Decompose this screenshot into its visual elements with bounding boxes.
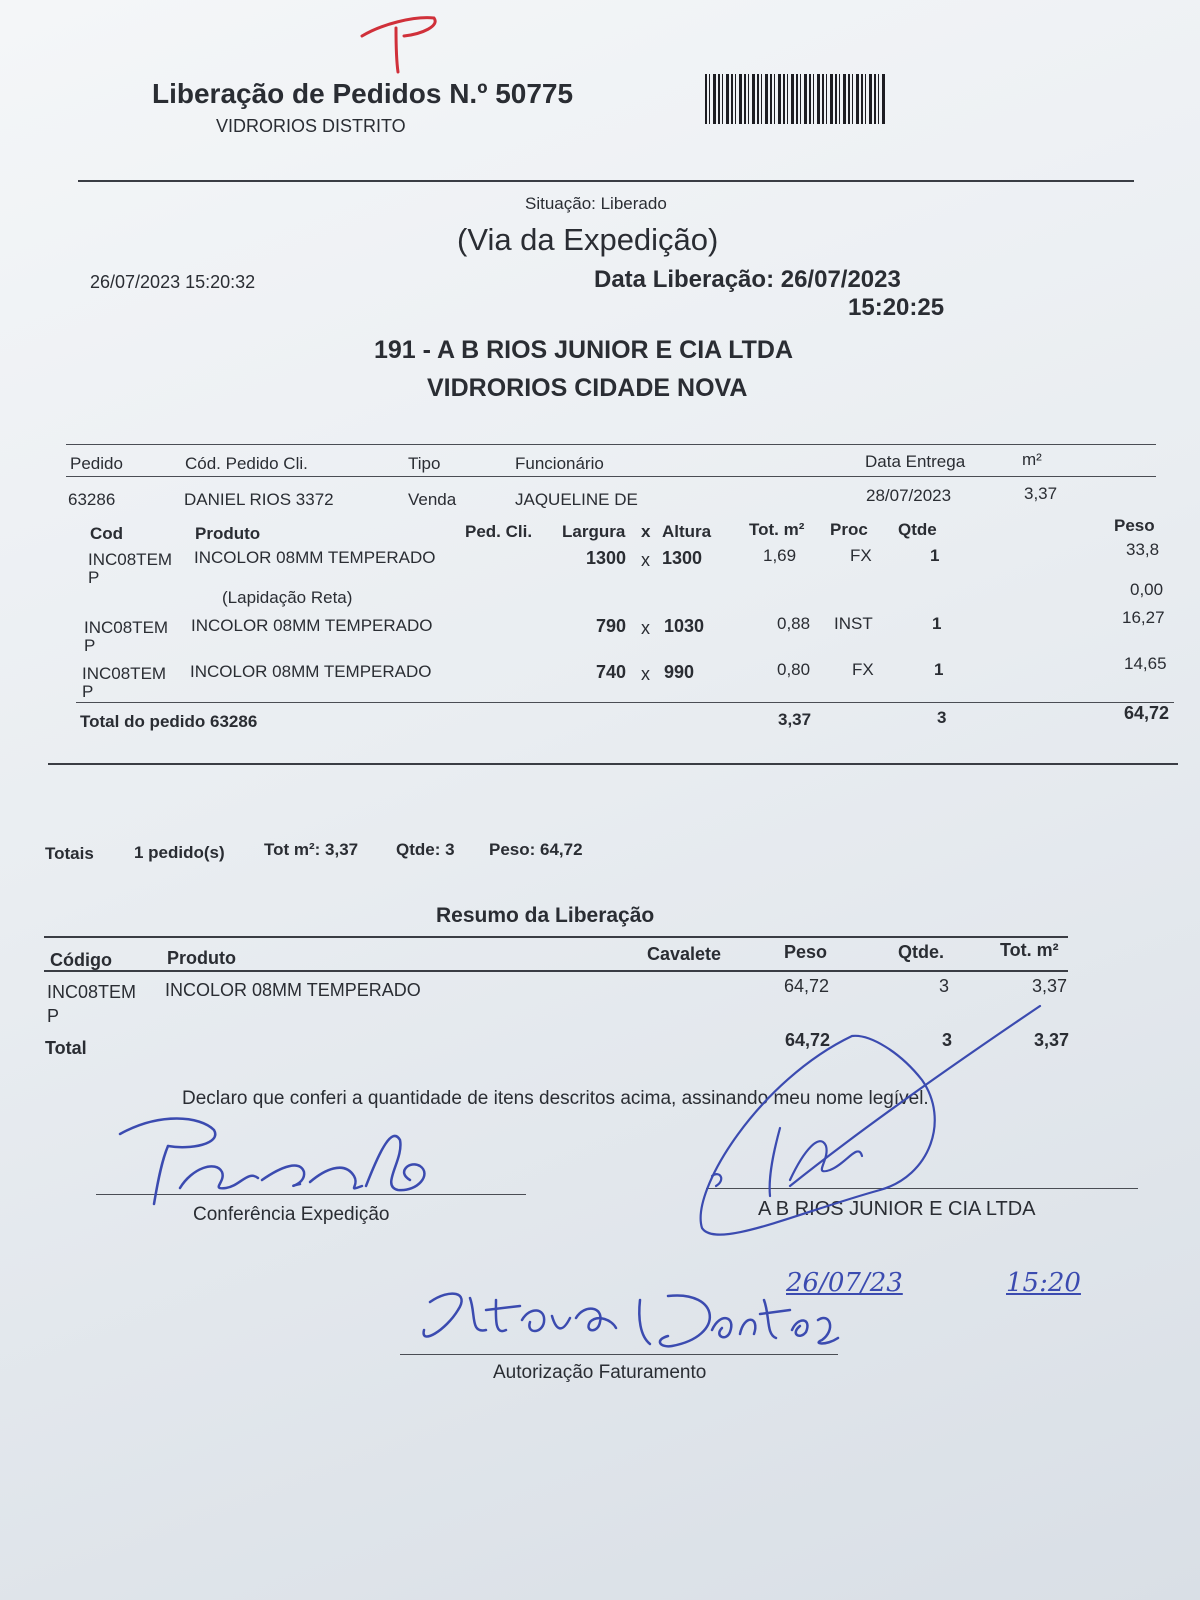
item-2-qtde: 1 bbox=[932, 614, 942, 633]
item-header-produto: Produto bbox=[195, 524, 261, 543]
item-1-qtde: 1 bbox=[930, 546, 940, 565]
item-1-produto: INCOLOR 08MM TEMPERADO bbox=[194, 548, 436, 567]
col-header-pedido: Pedido bbox=[70, 454, 123, 473]
totais-tot-m2: Tot m²: 3,37 bbox=[264, 840, 359, 859]
col-header-m2: m² bbox=[1022, 450, 1042, 469]
item-header-altura: Altura bbox=[662, 522, 712, 541]
item-2-proc: INST bbox=[834, 614, 873, 633]
via-text: (Via da Expedição) bbox=[457, 222, 719, 257]
client-store: VIDRORIOS CIDADE NOVA bbox=[427, 374, 748, 402]
header-divider bbox=[78, 180, 1134, 182]
autorizacao-signature bbox=[424, 1294, 838, 1347]
resumo-row-cod: INC08TEM bbox=[47, 982, 137, 1002]
item-3-x: x bbox=[641, 664, 650, 684]
client-name: 191 - A B RIOS JUNIOR E CIA LTDA bbox=[374, 336, 794, 364]
resumo-row-cod-suffix: P bbox=[47, 1006, 60, 1026]
resumo-total-tot-m2: 3,37 bbox=[1034, 1030, 1070, 1050]
item-3-cod-suffix: P bbox=[82, 682, 94, 701]
item-2-peso: 16,27 bbox=[1122, 608, 1165, 627]
item-1-cod: INC08TEM bbox=[88, 550, 173, 569]
resumo-header-tot-m2: Tot. m² bbox=[1000, 940, 1059, 960]
totais-pedidos: 1 pedido(s) bbox=[134, 843, 225, 862]
item-2-altura: 1030 bbox=[664, 616, 705, 636]
item-1-cod-suffix: P bbox=[88, 568, 100, 587]
item-1-x: x bbox=[641, 550, 650, 570]
handwritten-p-mark bbox=[352, 6, 442, 76]
col-header-data-entrega: Data Entrega bbox=[865, 452, 966, 471]
order-funcionario: JAQUELINE DE bbox=[515, 490, 638, 509]
data-liberacao: Data Liberação: 26/07/2023 bbox=[594, 266, 901, 293]
item-1-tot-m2: 1,69 bbox=[763, 546, 797, 565]
order-section-bottom-line bbox=[48, 763, 1178, 765]
col-header-cod-pedido-cli: Cód. Pedido Cli. bbox=[185, 454, 308, 473]
document-title: Liberação de Pedidos N.º 50775 bbox=[152, 78, 574, 109]
resumo-row-produto: INCOLOR 08MM TEMPERADO bbox=[165, 980, 421, 1000]
declaration-text: Declaro que conferi a quantidade de itens descritos acima, assinando meu nome legível. bbox=[182, 1088, 929, 1109]
resumo-top-line bbox=[44, 936, 1068, 938]
resumo-header-peso: Peso bbox=[784, 942, 828, 962]
item-3-peso: 14,65 bbox=[1124, 654, 1167, 673]
barcode bbox=[705, 74, 887, 124]
item-3-proc: FX bbox=[852, 660, 874, 679]
resumo-title: Resumo da Liberação bbox=[436, 904, 655, 927]
branch-name: VIDRORIOS DISTRITO bbox=[216, 116, 406, 136]
order-cod-pedido-cli: DANIEL RIOS 3372 bbox=[184, 490, 334, 509]
client-signature-line bbox=[706, 1188, 1138, 1189]
order-total-divider bbox=[76, 702, 1174, 703]
item-header-ped-cli: Ped. Cli. bbox=[465, 522, 533, 541]
item-2-x: x bbox=[641, 618, 650, 638]
resumo-header-qtde: Qtde. bbox=[898, 942, 945, 962]
order-total-qtde: 3 bbox=[937, 708, 947, 727]
order-m2: 3,37 bbox=[1024, 484, 1058, 503]
resumo-row-qtde: 3 bbox=[939, 976, 950, 996]
order-total-peso: 64,72 bbox=[1124, 703, 1170, 723]
item-3-altura: 990 bbox=[664, 662, 695, 682]
item-header-x: x bbox=[641, 522, 651, 541]
resumo-total-qtde: 3 bbox=[942, 1030, 953, 1050]
item-header-peso: Peso bbox=[1114, 516, 1155, 535]
item-3-produto: INCOLOR 08MM TEMPERADO bbox=[190, 662, 432, 681]
autorizacao-label: Autorização Faturamento bbox=[493, 1362, 707, 1383]
autorizacao-signature-line bbox=[400, 1354, 838, 1355]
item-header-qtde: Qtde bbox=[898, 520, 937, 539]
client-signature-label: A B RIOS JUNIOR E CIA LTDA bbox=[758, 1198, 1036, 1220]
col-header-funcionario: Funcionário bbox=[515, 454, 604, 473]
totais-qtde: Qtde: 3 bbox=[396, 840, 455, 859]
item-3-cod: INC08TEM bbox=[82, 664, 167, 683]
item-1-largura: 1300 bbox=[586, 548, 627, 568]
item-3-largura: 740 bbox=[596, 662, 627, 682]
conferencia-label: Conferência Expedição bbox=[193, 1204, 390, 1225]
order-total-tot-m2: 3,37 bbox=[778, 710, 812, 729]
resumo-header-divider bbox=[44, 970, 1068, 972]
item-note-lapidacao: (Lapidação Reta) bbox=[222, 588, 353, 607]
handwritten-time: 15:20 bbox=[1006, 1268, 1081, 1298]
item-1-proc: FX bbox=[850, 546, 872, 565]
col-header-tipo: Tipo bbox=[408, 454, 441, 473]
situacao-text: Situação: Liberado bbox=[525, 194, 667, 213]
order-header-divider bbox=[66, 476, 1156, 477]
resumo-row-tot-m2: 3,37 bbox=[1032, 976, 1068, 996]
item-2-produto: INCOLOR 08MM TEMPERADO bbox=[191, 616, 433, 635]
order-pedido: 63286 bbox=[68, 490, 116, 509]
resumo-total-peso: 64,72 bbox=[785, 1030, 831, 1050]
handwritten-date: 26/07/23 bbox=[786, 1268, 903, 1298]
conferencia-signature-line bbox=[96, 1194, 526, 1195]
item-2-cod: INC08TEM bbox=[84, 618, 169, 637]
item-3-qtde: 1 bbox=[934, 660, 944, 679]
item-1-altura: 1300 bbox=[662, 548, 703, 568]
print-datetime: 26/07/2023 15:20:32 bbox=[90, 272, 256, 292]
order-tipo: Venda bbox=[408, 490, 457, 509]
order-total-label: Total do pedido 63286 bbox=[80, 712, 258, 731]
item-header-cod: Cod bbox=[90, 524, 124, 543]
totais-label: Totais bbox=[45, 844, 94, 863]
item-2-tot-m2: 0,88 bbox=[777, 614, 811, 633]
resumo-total-label: Total bbox=[45, 1038, 87, 1058]
conferencia-signature bbox=[120, 1119, 424, 1205]
item-1-peso: 33,8 bbox=[1126, 540, 1160, 559]
resumo-header-codigo: Código bbox=[50, 950, 112, 970]
order-table-top-line bbox=[66, 444, 1156, 445]
order-data-entrega: 28/07/2023 bbox=[866, 486, 952, 505]
item-header-largura: Largura bbox=[562, 522, 626, 541]
resumo-header-cavalete: Cavalete bbox=[647, 944, 722, 964]
item-header-tot-m2: Tot. m² bbox=[749, 520, 805, 539]
resumo-header-produto: Produto bbox=[167, 948, 236, 968]
data-liberacao-time: 15:20:25 bbox=[848, 294, 945, 321]
item-3-tot-m2: 0,80 bbox=[777, 660, 811, 679]
item-header-proc: Proc bbox=[830, 520, 868, 539]
totais-peso: Peso: 64,72 bbox=[489, 840, 583, 859]
item-note-peso: 0,00 bbox=[1130, 580, 1164, 599]
item-2-largura: 790 bbox=[596, 616, 627, 636]
item-2-cod-suffix: P bbox=[84, 636, 96, 655]
resumo-row-peso: 64,72 bbox=[784, 976, 830, 996]
